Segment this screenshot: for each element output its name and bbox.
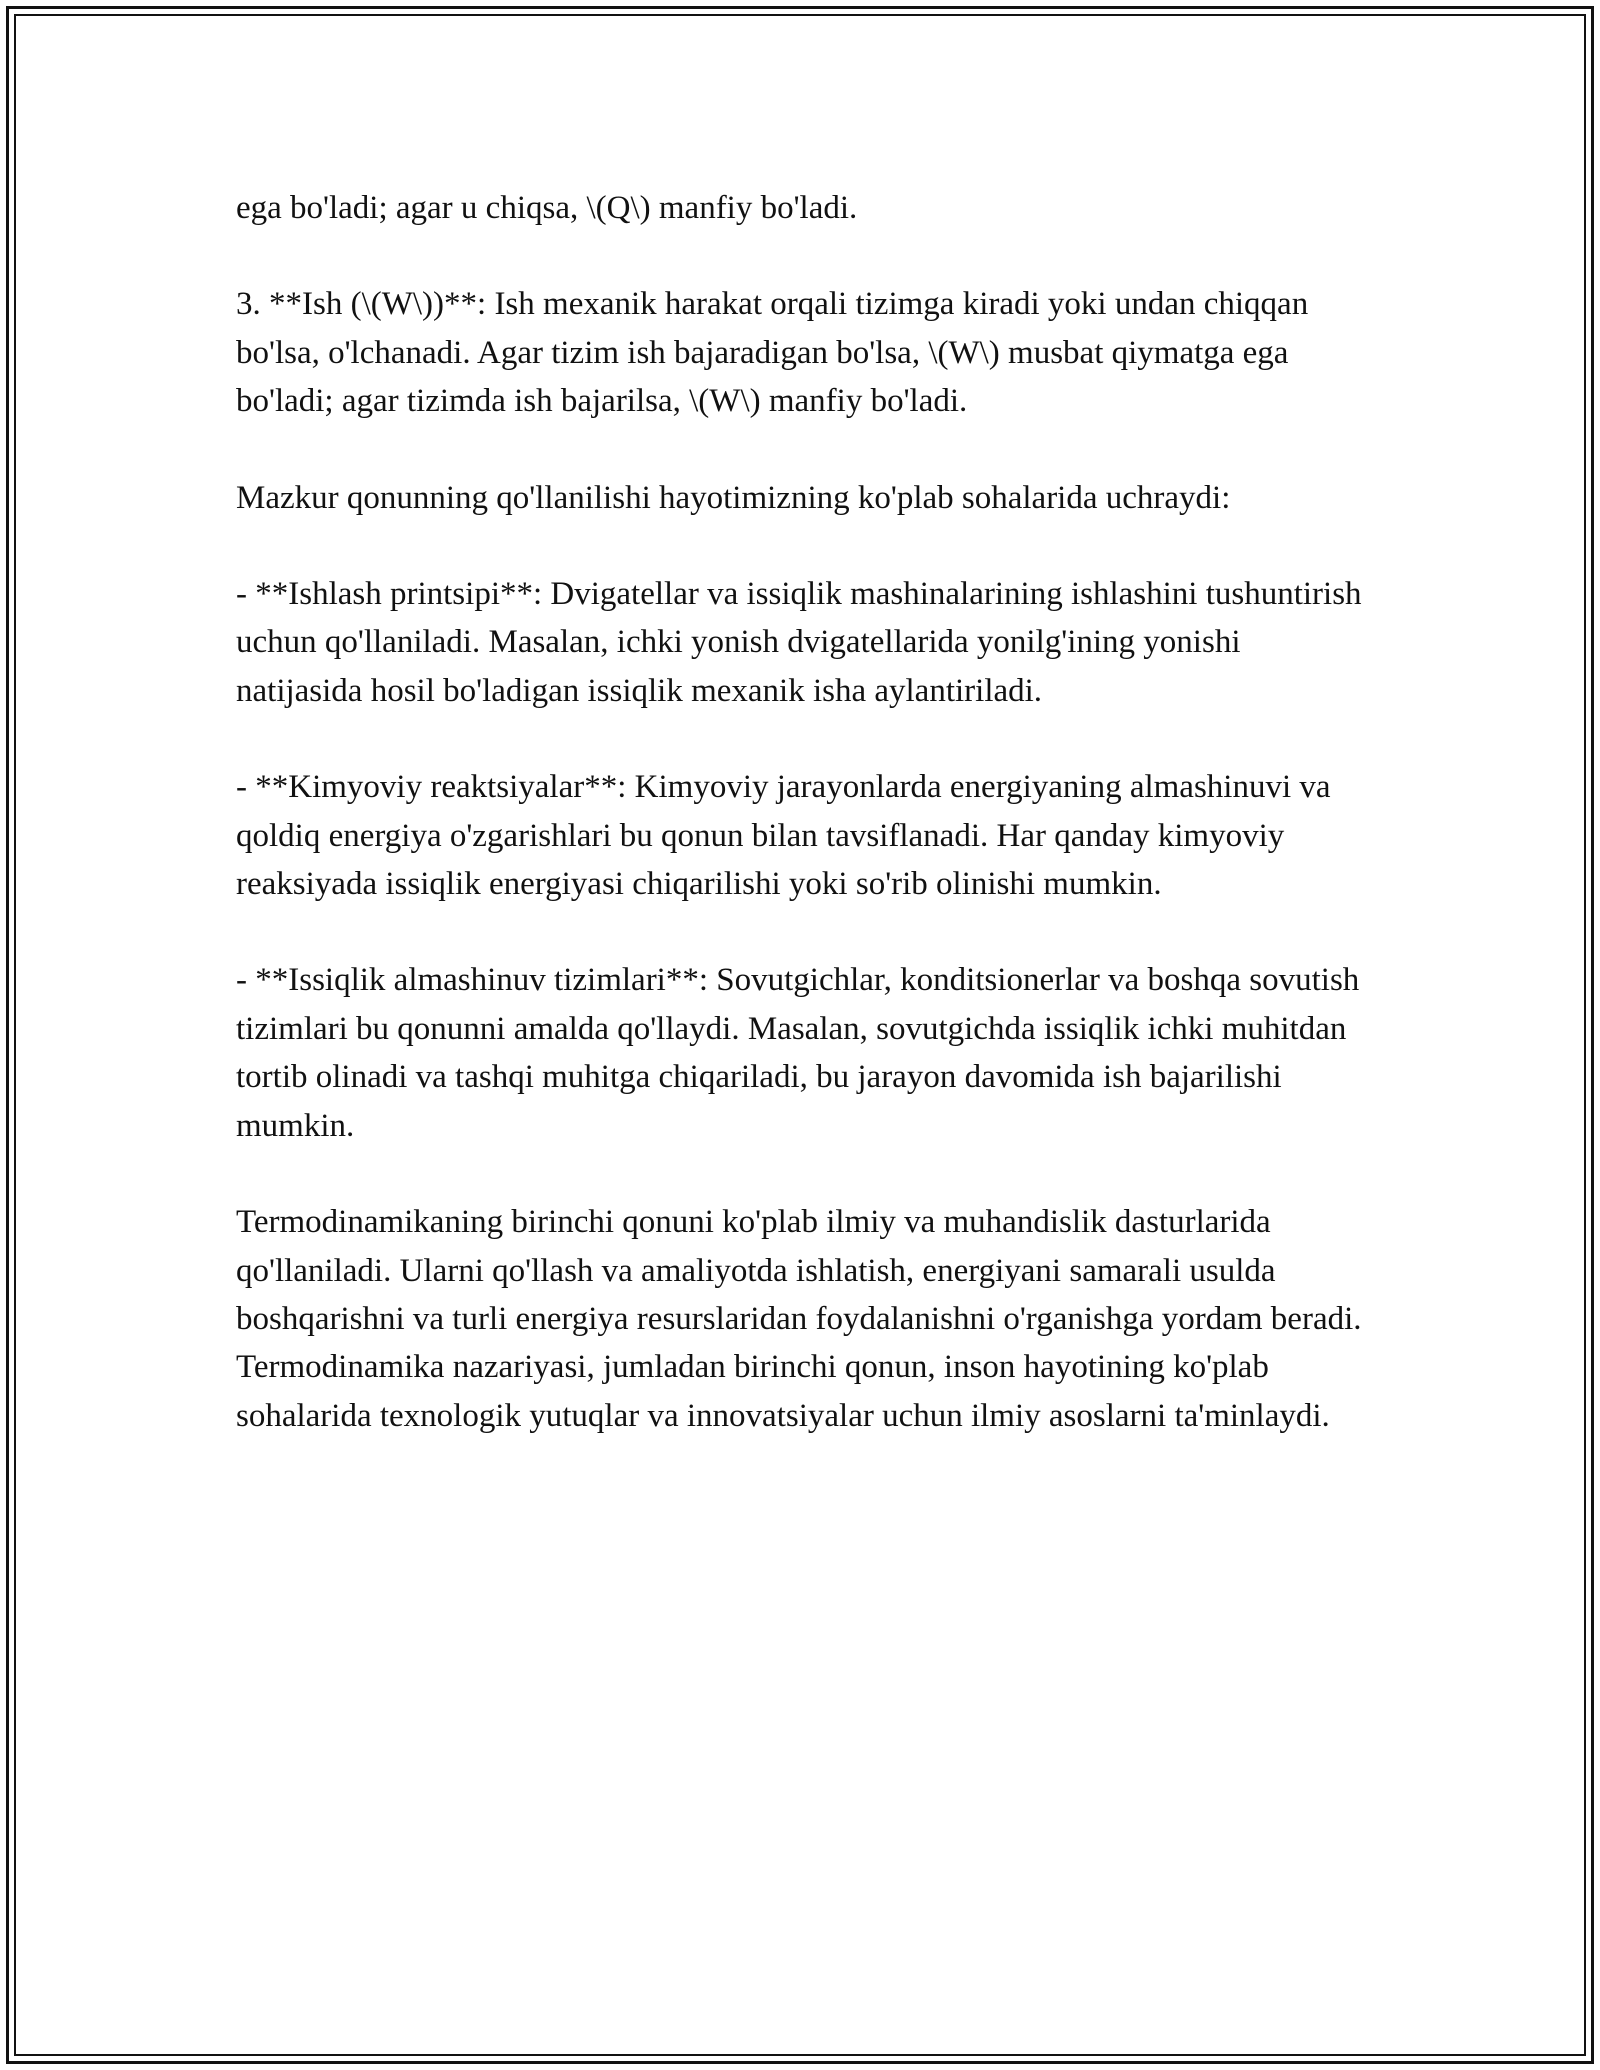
document-body	[236, 184, 1366, 1440]
paragraph-conclusion: Termodinamikaning birinchi qonuni ko'plab ilmiy va muhandislik dasturlarida qo'llaniladi. Ularni qo'llash va amaliyotda ishlatish, energiyani samarali usulda boshqarishni va turli energiya resurslaridan foydalanishni o'rganishga yordam beradi. Termodinamika nazariyasi, jumladan birinchi qonun, inson hayotining ko'plab sohalarida texnologik yutuqlar va innovatsiyalar uchun ilmiy asoslarni ta'minlaydi.	[236, 1204, 1362, 1434]
paragraph-applications-intro: Mazkur qonunning qo'llanilishi hayotimizning ko'plab sohalarida uchraydi:	[236, 479, 1231, 516]
list-item-heat-exchange-systems: - **Issiqlik almashinuv tizimlari**: Sovutgichlar, konditsionerlar va boshqa sovutish tizimlari bu qonunni amalda qo'llaydi. Masalan, sovutgichda issiqlik ichki muhitdan tortib olinadi va tashqi muhitga chiqariladi, bu jarayon davomida ish bajarilishi mumkin.	[236, 962, 1360, 1144]
list-item-chemical-reactions: - **Kimyoviy reaktsiyalar**: Kimyoviy jarayonlarda energiyaning almashinuvi va qoldiq energiya o'zgarishlari bu qonun bilan tavsiflanadi. Har qanday kimyoviy reaksiyada issiqlik energiyasi chiqarilishi yoki so'rib olinishi mumkin.	[236, 769, 1331, 903]
paragraph-heat-sign-continuation: ega bo'ladi; agar u chiqsa, \(Q\) manfiy bo'ladi.	[236, 190, 858, 226]
paragraph-work-definition: 3. **Ish (\(W\))**: Ish mexanik harakat orqali tizimga kiradi yoki undan chiqqan bo'lsa, o'lchanadi. Agar tizim ish bajaradigan bo'lsa, \(W\) musbat qiymatga ega bo'ladi; agar tizimda ish bajarilsa, \(W\) manfiy bo'ladi.	[236, 286, 1309, 420]
list-item-working-principle: - **Ishlash printsipi**: Dvigatellar va issiqlik mashinalarining ishlashini tushuntirish uchun qo'llaniladi. Masalan, ichki yonish dvigatellarida yonilg'ining yonishi natijasida hosil bo'ladigan issiqlik mexanik isha aylantiriladi.	[236, 576, 1362, 709]
